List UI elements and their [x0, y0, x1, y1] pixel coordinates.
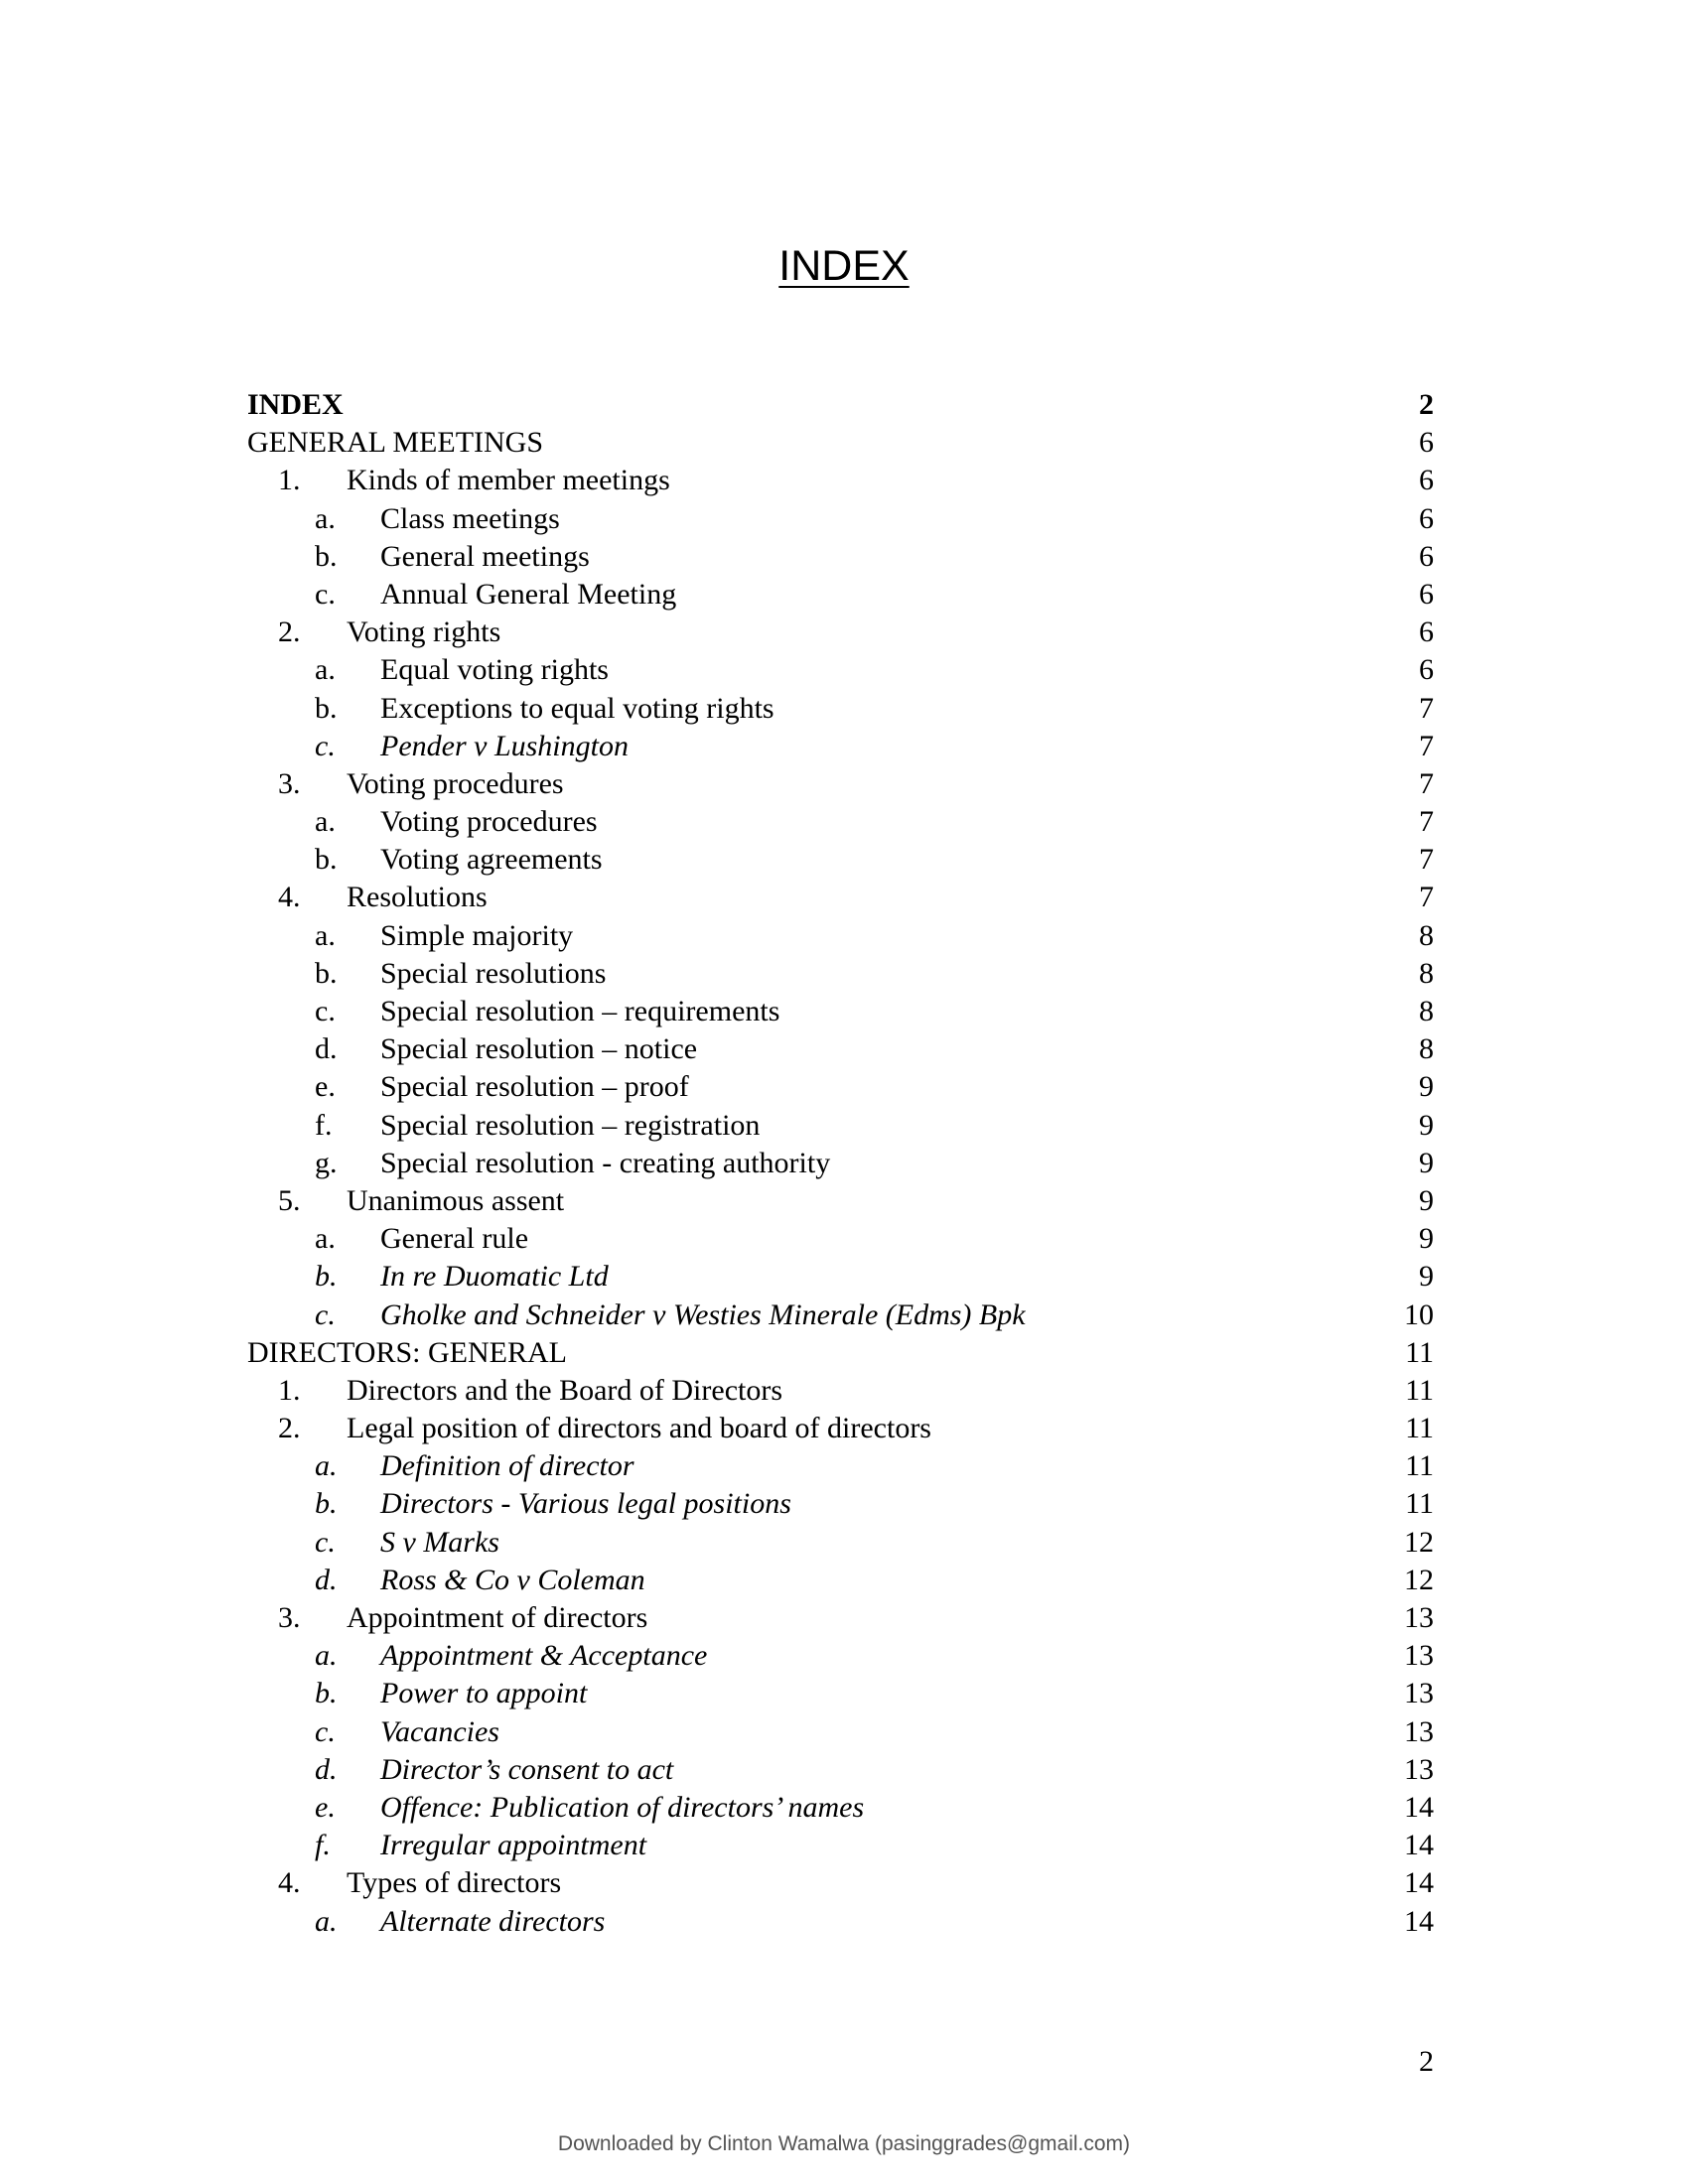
toc-entry-label: GENERAL MEETINGS [247, 426, 544, 460]
page-number: 2 [1419, 2045, 1434, 2078]
toc-entry-label: INDEX [247, 388, 344, 421]
toc-entry-label: Annual General Meeting [380, 577, 677, 611]
toc-entry-page: 6 [1419, 426, 1434, 460]
toc-entry-label: Pender v Lushington [380, 729, 629, 762]
toc-entry-page: 7 [1419, 881, 1434, 914]
toc-entry[interactable] [247, 576, 1434, 614]
toc-entry-page: 9 [1419, 1222, 1434, 1256]
toc-entry-page: 14 [1404, 1866, 1434, 1900]
toc-entry[interactable] [247, 1827, 1434, 1864]
toc-entry[interactable] [247, 690, 1434, 728]
toc-entry-label: Class meetings [380, 501, 560, 535]
toc-entry-marker: b. [315, 1677, 338, 1710]
toc-entry[interactable] [247, 955, 1434, 993]
toc-entry-label: Exceptions to equal voting rights [380, 691, 774, 725]
toc-entry-page: 6 [1419, 653, 1434, 687]
toc-entry-page: 13 [1404, 1601, 1434, 1634]
toc-entry[interactable] [247, 1145, 1434, 1182]
toc-entry-page: 11 [1405, 1487, 1434, 1521]
toc-entry-page: 14 [1404, 1829, 1434, 1862]
toc-entry[interactable] [247, 1713, 1434, 1751]
toc-entry-marker: c. [315, 1525, 336, 1559]
toc-entry-marker: 4. [278, 881, 301, 914]
toc-entry-label: Voting procedures [347, 766, 564, 800]
toc-entry[interactable] [247, 651, 1434, 689]
toc-entry-label: Director’s consent to act [380, 1752, 674, 1786]
toc-entry-label: In re Duomatic Ltd [380, 1260, 609, 1294]
toc-entry-marker: 2. [278, 615, 301, 649]
toc-entry-marker: a. [315, 918, 336, 952]
toc-entry[interactable] [247, 1297, 1434, 1334]
toc-entry[interactable] [247, 462, 1434, 499]
toc-entry[interactable] [247, 1637, 1434, 1675]
toc-entry-marker: a. [315, 1222, 336, 1256]
toc-entry[interactable] [247, 803, 1434, 841]
toc-entry[interactable] [247, 993, 1434, 1030]
toc-entry[interactable] [247, 728, 1434, 765]
toc-entry[interactable] [247, 386, 1434, 424]
toc-entry-marker: f. [315, 1829, 331, 1862]
toc-entry-page: 6 [1419, 501, 1434, 535]
toc-entry-page: 9 [1419, 1108, 1434, 1142]
toc-entry-page: 13 [1404, 1752, 1434, 1786]
toc-entry-page: 13 [1404, 1714, 1434, 1748]
toc-entry-page: 10 [1404, 1297, 1434, 1331]
toc-entry-marker: e. [315, 1070, 336, 1104]
toc-entry[interactable] [247, 1524, 1434, 1562]
toc-entry-label: Appointment & Acceptance [380, 1639, 708, 1673]
toc-entry-label: Legal position of directors and board of directors [347, 1412, 931, 1445]
toc-entry-marker: d. [315, 1032, 338, 1066]
toc-entry-page: 9 [1419, 1070, 1434, 1104]
toc-entry-marker: 1. [278, 1373, 301, 1407]
toc-entry[interactable] [247, 1864, 1434, 1902]
toc-entry-marker: 3. [278, 1601, 301, 1634]
toc-entry[interactable] [247, 879, 1434, 916]
toc-entry-marker: b. [315, 1487, 338, 1521]
toc-entry[interactable] [247, 1485, 1434, 1523]
toc-entry-page: 7 [1419, 805, 1434, 839]
toc-entry-marker: c. [315, 729, 336, 762]
toc-entry-marker: d. [315, 1563, 338, 1596]
toc-entry[interactable] [247, 500, 1434, 538]
toc-entry-label: S v Marks [380, 1525, 499, 1559]
toc-entry-page: 13 [1404, 1677, 1434, 1710]
toc-entry-page: 11 [1405, 1335, 1434, 1369]
table-of-contents [247, 386, 1434, 1941]
toc-entry-page: 14 [1404, 1790, 1434, 1824]
toc-entry-page: 13 [1404, 1639, 1434, 1673]
toc-entry-marker: b. [315, 539, 338, 573]
toc-entry[interactable] [247, 1220, 1434, 1258]
toc-entry[interactable] [247, 1562, 1434, 1599]
toc-entry-marker: c. [315, 1297, 336, 1331]
toc-entry-label: Directors - Various legal positions [380, 1487, 791, 1521]
toc-entry[interactable] [247, 1030, 1434, 1068]
toc-entry-marker: a. [315, 1639, 338, 1673]
toc-entry-page: 8 [1419, 918, 1434, 952]
toc-entry[interactable] [247, 841, 1434, 879]
toc-entry-marker: c. [315, 1714, 336, 1748]
toc-entry-page: 6 [1419, 615, 1434, 649]
toc-entry-marker: a. [315, 653, 336, 687]
toc-entry[interactable] [247, 1903, 1434, 1941]
toc-entry-label: Resolutions [347, 881, 488, 914]
toc-entry[interactable] [247, 1675, 1434, 1712]
toc-entry-page: 6 [1419, 577, 1434, 611]
toc-entry-label: Vacancies [380, 1714, 499, 1748]
toc-entry-page: 7 [1419, 729, 1434, 762]
toc-entry-label: General rule [380, 1222, 529, 1256]
toc-entry-marker: 4. [278, 1866, 301, 1900]
toc-entry-page: 14 [1404, 1904, 1434, 1938]
toc-entry-label: Offence: Publication of directors’ names [380, 1790, 865, 1824]
toc-entry-page: 9 [1419, 1146, 1434, 1179]
toc-entry-marker: 5. [278, 1183, 301, 1217]
toc-entry-page: 9 [1419, 1260, 1434, 1294]
toc-entry-page: 6 [1419, 539, 1434, 573]
toc-entry-marker: c. [315, 995, 336, 1027]
toc-entry-page: 8 [1419, 995, 1434, 1027]
toc-entry-page: 6 [1419, 464, 1434, 497]
toc-entry-label: Kinds of member meetings [347, 464, 670, 497]
toc-entry-marker: b. [315, 691, 338, 725]
toc-entry-label: Appointment of directors [347, 1601, 648, 1634]
toc-entry-page: 2 [1419, 388, 1434, 421]
toc-entry[interactable] [247, 1068, 1434, 1106]
toc-entry[interactable] [247, 1258, 1434, 1296]
toc-entry[interactable] [247, 917, 1434, 955]
toc-entry-label: Equal voting rights [380, 653, 609, 687]
toc-entry-label: Gholke and Schneider v Westies Minerale (Edms) Bpk [380, 1297, 1026, 1331]
toc-entry[interactable] [247, 1334, 1434, 1372]
toc-entry-label: Simple majority [380, 918, 574, 952]
toc-entry[interactable] [247, 614, 1434, 651]
toc-entry-page: 12 [1404, 1525, 1434, 1559]
toc-entry-page: 8 [1419, 956, 1434, 990]
toc-entry-marker: f. [315, 1108, 333, 1142]
toc-entry[interactable] [247, 1372, 1434, 1410]
page-title: INDEX [778, 242, 910, 290]
toc-entry-label: Voting procedures [380, 805, 598, 839]
toc-entry-label: Special resolution - creating authority [380, 1146, 831, 1179]
toc-entry-label: Power to appoint [380, 1677, 588, 1710]
toc-entry-label: Irregular appointment [380, 1829, 647, 1862]
toc-entry-label: Directors and the Board of Directors [347, 1373, 783, 1407]
toc-entry-marker: c. [315, 577, 336, 611]
toc-entry-label: Voting agreements [380, 843, 603, 877]
toc-entry-page: 7 [1419, 691, 1434, 725]
toc-entry-page: 8 [1419, 1032, 1434, 1066]
toc-entry-marker: a. [315, 805, 336, 839]
toc-entry-marker: 2. [278, 1412, 301, 1445]
toc-entry-page: 12 [1404, 1563, 1434, 1596]
toc-entry[interactable] [247, 1599, 1434, 1637]
toc-entry-marker: a. [315, 501, 336, 535]
toc-entry-label: Voting rights [347, 615, 501, 649]
toc-entry-page: 11 [1405, 1449, 1434, 1483]
toc-entry-label: DIRECTORS: GENERAL [247, 1335, 567, 1369]
toc-entry[interactable] [247, 424, 1434, 462]
toc-entry-page: 7 [1419, 766, 1434, 800]
toc-entry[interactable] [247, 1447, 1434, 1485]
toc-entry-label: Unanimous assent [347, 1183, 565, 1217]
toc-entry-marker: a. [315, 1449, 338, 1483]
toc-entry-marker: b. [315, 843, 338, 877]
toc-entry-marker: g. [315, 1146, 338, 1179]
toc-entry-marker: e. [315, 1790, 336, 1824]
toc-entry[interactable] [247, 1182, 1434, 1220]
toc-entry-label: Alternate directors [380, 1904, 606, 1938]
toc-entry-label: Special resolution – notice [380, 1032, 698, 1066]
toc-entry-label: Special resolutions [380, 956, 607, 990]
toc-entry-label: Types of directors [347, 1866, 562, 1900]
toc-entry-label: Special resolution – registration [380, 1108, 761, 1142]
toc-entry-label: Special resolution – proof [380, 1070, 689, 1104]
toc-entry-marker: a. [315, 1904, 338, 1938]
toc-entry-page: 7 [1419, 843, 1434, 877]
toc-entry-marker: 3. [278, 766, 301, 800]
toc-entry-marker: d. [315, 1752, 338, 1786]
toc-entry[interactable] [247, 1751, 1434, 1789]
toc-entry-page: 11 [1405, 1412, 1434, 1445]
toc-entry-marker: b. [315, 956, 338, 990]
toc-entry-marker: b. [315, 1260, 338, 1294]
toc-entry-page: 9 [1419, 1183, 1434, 1217]
download-footer: Downloaded by Clinton Wamalwa (pasinggrades@gmail.com) [557, 2132, 1131, 2155]
toc-entry[interactable] [247, 1107, 1434, 1145]
toc-entry-label: Ross & Co v Coleman [380, 1563, 645, 1596]
toc-entry-label: Special resolution – requirements [380, 995, 780, 1027]
toc-entry-label: Definition of director [380, 1449, 634, 1483]
toc-entry-marker: 1. [278, 464, 301, 497]
toc-entry[interactable] [247, 1410, 1434, 1447]
toc-entry-label: General meetings [380, 539, 590, 573]
toc-entry[interactable] [247, 538, 1434, 576]
toc-entry[interactable] [247, 1789, 1434, 1827]
toc-entry-page: 11 [1405, 1373, 1434, 1407]
toc-entry[interactable] [247, 765, 1434, 803]
